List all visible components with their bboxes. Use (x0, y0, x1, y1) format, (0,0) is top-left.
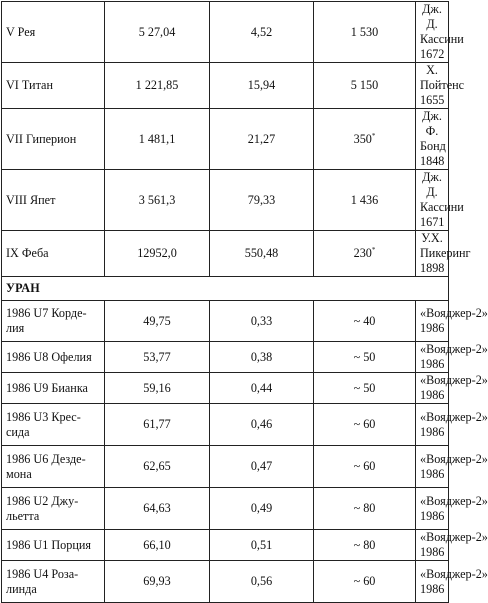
discovery-cell: Х. Пойтенс 1655 (416, 63, 449, 109)
period-cell: 0,46 (210, 404, 314, 446)
diameter-cell (314, 109, 416, 170)
distance-cell: 64,63 (105, 488, 210, 530)
table-row (2, 530, 449, 561)
diameter-cell (314, 2, 416, 63)
table-row (2, 170, 449, 231)
discovery-cell: Дж. Ф. Бонд 1848 (416, 109, 449, 170)
footnote-mark: * (371, 245, 376, 254)
discovery-cell: «Вояджер-2» 1986 (416, 342, 449, 373)
discovery-cell: «Вояджер-2» 1986 (416, 301, 449, 342)
moon-name-cell: 1986 U1 Порция (2, 530, 105, 561)
diameter-value: 1 436 (350, 192, 379, 207)
moon-name-cell: 1986 U8 Офелия (2, 342, 105, 373)
moon-name-cell: VI Титан (2, 63, 105, 109)
discovery-cell: «Вояджер-2» 1986 (416, 561, 449, 603)
footnote-mark: * (371, 131, 376, 140)
distance-cell: 5 27,04 (105, 2, 210, 63)
distance-cell: 61,77 (105, 404, 210, 446)
period-cell: 4,52 (210, 2, 314, 63)
moon-name-cell: IX Феба (2, 231, 105, 277)
distance-cell: 1 481,1 (105, 109, 210, 170)
period-cell: 0,47 (210, 446, 314, 488)
diameter-value: 350 (353, 131, 372, 146)
table-row (2, 488, 449, 530)
table-row (2, 561, 449, 603)
table-row (2, 373, 449, 404)
discovery-cell: «Вояджер-2» 1986 (416, 530, 449, 561)
period-cell: 0,49 (210, 488, 314, 530)
moon-name-cell: 1986 U2 Джу-льетта (2, 488, 105, 530)
diameter-cell (314, 170, 416, 231)
moon-name-cell: V Рея (2, 2, 105, 63)
moon-name-cell: 1986 U4 Роза-линда (2, 561, 105, 603)
distance-cell: 1 221,85 (105, 63, 210, 109)
diameter-cell: ~ 80 (314, 530, 416, 561)
moon-name-cell: VIII Япет (2, 170, 105, 231)
distance-cell: 3 561,3 (105, 170, 210, 231)
section-title-uranus: УРАН (2, 277, 449, 301)
discovery-cell: «Вояджер-2» 1986 (416, 488, 449, 530)
discovery-cell: Дж. Д. Кассини 1672 (416, 2, 449, 63)
diameter-cell: ~ 80 (314, 488, 416, 530)
distance-cell: 69,93 (105, 561, 210, 603)
diameter-cell: ~ 40 (314, 301, 416, 342)
period-cell: 0,56 (210, 561, 314, 603)
table-row (2, 109, 449, 170)
diameter-cell (314, 231, 416, 277)
diameter-cell: ~ 60 (314, 404, 416, 446)
diameter-cell: ~ 50 (314, 373, 416, 404)
table-row (2, 2, 449, 63)
diameter-cell: ~ 60 (314, 561, 416, 603)
period-cell: 79,33 (210, 170, 314, 231)
table-row (2, 63, 449, 109)
discovery-cell: «Вояджер-2» 1986 (416, 446, 449, 488)
period-cell: 0,44 (210, 373, 314, 404)
discovery-cell: У.Х. Пикеринг 1898 (416, 231, 449, 277)
moon-name-cell: VII Гиперион (2, 109, 105, 170)
moon-name-cell: 1986 U7 Корде-лия (2, 301, 105, 342)
diameter-cell (314, 63, 416, 109)
moon-name-cell: 1986 U3 Крес-сида (2, 404, 105, 446)
table-row (2, 231, 449, 277)
discovery-cell: «Вояджер-2» 1986 (416, 404, 449, 446)
discovery-cell: Дж. Д. Кассини 1671 (416, 170, 449, 231)
table-row (2, 342, 449, 373)
period-cell: 21,27 (210, 109, 314, 170)
distance-cell: 66,10 (105, 530, 210, 561)
diameter-cell: ~ 50 (314, 342, 416, 373)
diameter-value: 1 530 (350, 24, 379, 39)
distance-cell: 59,16 (105, 373, 210, 404)
diameter-value: 5 150 (350, 78, 379, 92)
moon-name-cell: 1986 U9 Бианка (2, 373, 105, 404)
table-row (2, 446, 449, 488)
period-cell: 15,94 (210, 63, 314, 109)
section-row (2, 277, 449, 301)
distance-cell: 62,65 (105, 446, 210, 488)
diameter-cell: ~ 60 (314, 446, 416, 488)
period-cell: 0,33 (210, 301, 314, 342)
distance-cell: 53,77 (105, 342, 210, 373)
distance-cell: 49,75 (105, 301, 210, 342)
table-row (2, 404, 449, 446)
moons-table (1, 1, 488, 603)
period-cell: 550,48 (210, 231, 314, 277)
table-row (2, 301, 449, 342)
diameter-value: 230 (353, 246, 372, 260)
moon-name-cell: 1986 U6 Дезде-мона (2, 446, 105, 488)
distance-cell: 12952,0 (105, 231, 210, 277)
period-cell: 0,38 (210, 342, 314, 373)
period-cell: 0,51 (210, 530, 314, 561)
discovery-cell: «Вояджер-2» 1986 (416, 373, 449, 404)
